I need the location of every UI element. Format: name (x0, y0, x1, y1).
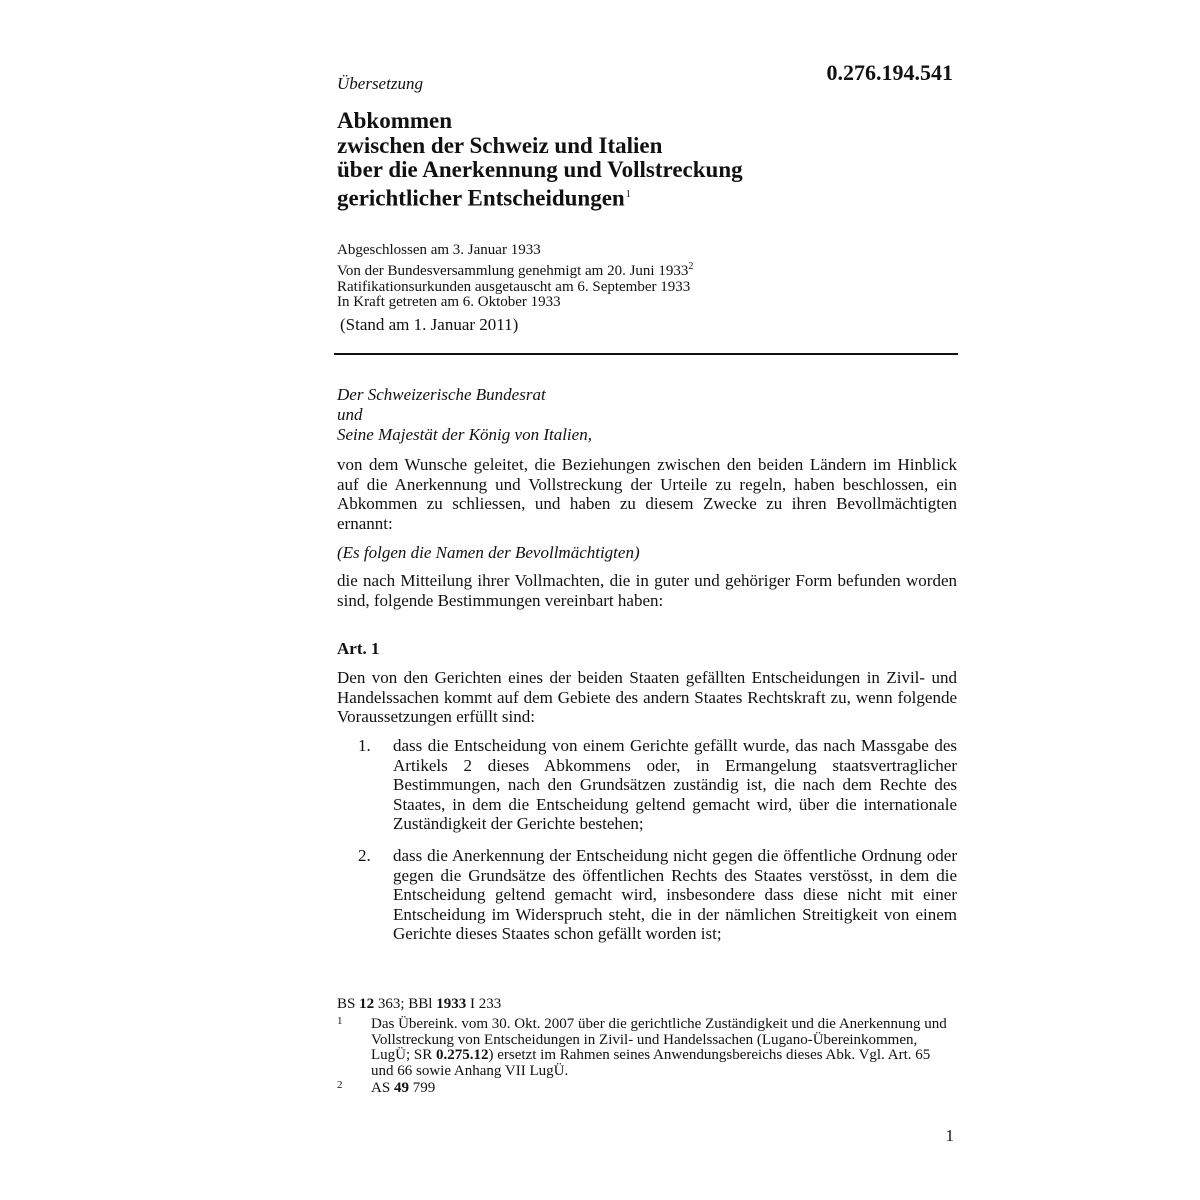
source-bs-volume: 12 (359, 996, 375, 1012)
footnote-2-prefix: AS (371, 1080, 394, 1096)
source-bbl-year: 1933 (436, 996, 467, 1012)
approved-date-text: Von der Bundesversammlung genehmigt am 20. Juni 1933 (337, 262, 689, 279)
approved-footnote-ref[interactable]: 2 (688, 260, 694, 272)
contracting-parties (337, 385, 957, 445)
document-title (337, 109, 957, 211)
preamble-paragraph-2: die nach Mitteilung ihrer Vollmachten, die in guter und gehöriger Form befunden worden sind, folgende Bestimmungen vereinbart haben: (337, 571, 957, 610)
title-footnote-ref[interactable]: 1 (625, 188, 631, 200)
footnote-2-mark: 2 (337, 1079, 343, 1091)
footnote-2-suffix: 799 (408, 1080, 436, 1096)
footnote-1-text-b: ) ersetzt im Rahmen seines Anwendungsbereichs dieses Abk. Vgl. Art. 65 und 66 sowie Anhang VII LugÜ. (371, 1047, 931, 1079)
preamble-paragraph-1: von dem Wunsche geleitet, die Beziehungen zwischen den beiden Ländern im Hinblick auf die Anerkennung und Vollstreckung der Urteile zu regeln, haben beschlossen, ein Abkommen zu schliessen, und haben zu diesem Zwecke zu ihren Bevollmächtigten ernannt: (337, 455, 957, 533)
footnote-1 (337, 1017, 957, 1079)
party-conjunction: und (337, 405, 363, 424)
approved-date (337, 259, 957, 280)
page-number: 1 (945, 1126, 954, 1145)
in-force-date: In Kraft getreten am 6. Oktober 1933 (337, 294, 561, 311)
article-1-heading: Art. 1 (337, 639, 380, 658)
footnote-1-mark: 1 (337, 1015, 343, 1027)
list-item-text: dass die Entscheidung von einem Gerichte gefällt wurde, das nach Massgabe des Artikels 2 dieses Abkommens oder, in Ermangelung staatsvertraglicher Bestimmungen, nach den Grundsätzen zuständig ist, die nach dem Rechte des Staates, in dem die Entscheidung geltend gemacht wird, über die internationale Zuständigkeit der Gerichte bestehen; (393, 736, 957, 833)
list-item-number: 1. (358, 736, 371, 755)
list-item (337, 846, 957, 944)
footnote-1-sr-number: 0.275.12 (436, 1047, 489, 1063)
plenipotentiaries-note: (Es folgen die Namen der Bevollmächtigten) (337, 543, 640, 562)
concluded-date: Abgeschlossen am 3. Januar 1933 (337, 242, 541, 258)
source-bs-label: BS (337, 996, 360, 1012)
list-item (337, 736, 957, 834)
title-line-4-text: gerichtlicher Entscheidungen (337, 185, 625, 211)
source-suffix: I 233 (466, 996, 502, 1012)
party-swiss: Der Schweizerische Bundesrat (337, 385, 546, 404)
treaty-metadata (337, 243, 957, 311)
footnote-2 (337, 1081, 957, 1097)
title-line-3: über die Anerkennung und Vollstreckung (337, 157, 743, 182)
list-item-number: 2. (358, 846, 371, 865)
ratification-date: Ratifikationsurkunden ausgetauscht am 6. September 1933 (337, 278, 691, 295)
title-line-4 (337, 183, 957, 211)
source-reference (337, 996, 501, 1013)
footnote-1-text (371, 1017, 947, 1079)
document-number: 0.276.194.541 (826, 60, 953, 85)
party-italy: Seine Majestät der König von Italien, (337, 425, 592, 444)
footnote-2-text (371, 1081, 947, 1097)
title-line-1: Abkommen (337, 108, 453, 133)
title-line-2: zwischen der Schweiz und Italien (337, 132, 663, 158)
horizontal-rule (334, 353, 958, 355)
translation-label: Übersetzung (337, 74, 423, 93)
footnote-1-text-a: Das Übereink. vom 30. Okt. 2007 über die gerichtliche Zuständigkeit und die Anerkennung und Vollstreckung von Entscheidungen in Zivil- und Handelssachen (Lugano-Übereinkommen, LugÜ; SR (371, 1016, 947, 1063)
article-1-intro: Den von den Gerichten eines der beiden Staaten gefällten Entscheidungen in Zivil- und Handelssachen kommt auf dem Gebiete des andern Staates Rechtskraft zu, wenn folgende Voraussetzungen erfüllt sind: (337, 668, 957, 726)
source-mid: 363; BBl (374, 996, 437, 1012)
status-date: (Stand am 1. Januar 2011) (340, 315, 519, 334)
list-item-text: dass die Anerkennung der Entscheidung nicht gegen die öffentliche Ordnung oder gegen die Grundsätze des öffentlichen Rechts des Staates verstösst, in dem die Entscheidung geltend gemacht wird, insbesondere dass diese nicht mit einer Entscheidung im Widerspruch steht, die in der nämlichen Streitigkeit von einem Gerichte dieses Staates schon gefällt worden ist; (393, 846, 957, 943)
footnote-2-volume: 49 (393, 1080, 409, 1096)
